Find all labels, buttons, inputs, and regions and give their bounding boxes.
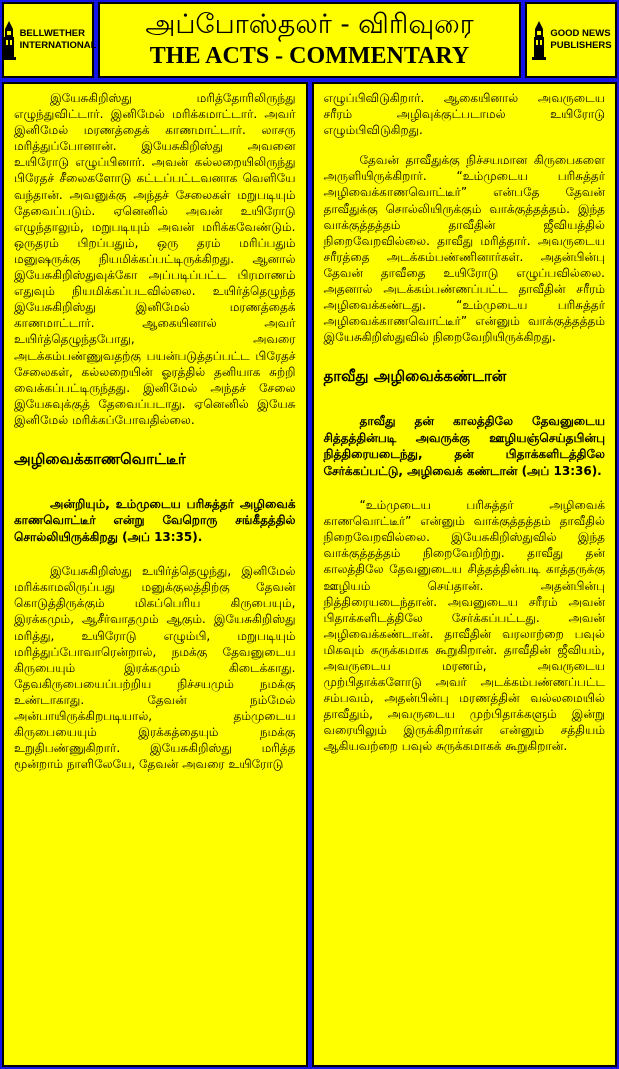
logo-line-2: INTERNATIONAL: [19, 40, 97, 51]
scripture-quote: தாவீது தன் காலத்திலே தேவனுடைய சித்தத்தின்படி அவருக்கு ஊழியஞ்செய்தபின்பு நித்திரையடைந்து, தன் பிதாக்களிடத்திலே சேர்க்கப்பட்டு, அழிவைக் கண்டான் (அப் 13:36).: [323, 414, 605, 478]
bell-tower-icon: [0, 20, 18, 60]
left-column: [2, 82, 308, 1067]
title-english: THE ACTS - COMMENTARY: [149, 43, 470, 69]
paragraph: தேவன் தாவீதுக்கு நிச்சயமான கிருபைகளை அருளியிருக்கிறார். “உம்முடைய பரிசுத்தர் அழிவைக்காணவொட்டீர்” என்பதே தேவன் தாவீதுக்கு சொல்லியிருக்கும் வாக்குத்தத்தம். இந்த வாக்குத்தத்தம் தாவீதின் ஜீவியத்தில் நிறைவேறவில்லை. தாவீது மரித்தார். அவருடைய சரீரத்தை அடக்கம்பண்ணினார்கள். அதன்பின்பு தேவன் தாவீதை உயிரோடு எழுப்பவில்லை. அதனால் அடக்கம்பண்ணப்பட்ட தாவீதின் சரீரம் அழிவைக்கண்டது. “உம்முடைய பரிசுத்தர் அழிவைக்காணவொட்டீர்” என்னும் வாக்குத்தத்தம் இயேசுகிறிஸ்துவில் நிறைவேறியிருக்கிறது.: [323, 153, 605, 345]
title-box: [98, 2, 521, 78]
scripture-quote: அன்றியும், உம்முடைய பரிசுத்தர் அழிவைக் காணவொட்டீர் என்று வேறொரு சங்கீதத்தில் சொல்லியிருக்கிறது (அப் 13:35).: [14, 496, 296, 544]
right-column: [312, 82, 618, 1067]
section-heading: தாவீது அழிவைக்கண்டான்: [323, 367, 507, 386]
bell-tower-icon: [530, 20, 548, 60]
good-news-logo: [525, 2, 617, 78]
paragraph: இயேசுகிறிஸ்து உயிர்த்தெழுந்து, இனிமேல் மரிக்காமலிருப்பது மனுக்குலத்திற்கு தேவன் கொடுத்திருக்கும் மிகப்பெரிய கிருபையும், இரக்கமும், ஆசீர்வாதமும் ஆகும். இயேசுகிறிஸ்து மரித்து, உயிரோடு எழும்பி, மறுபடியும் மரித்துப்போவாரென்றால், நமக்கு தேவனுடைய கிருபையும் இரக்கமும் கிடைக்காது. தேவகிருபையைப்பற்றிய நிச்சயமும் நமக்கு உண்டாகாது. தேவன் நம்மேல் அன்பாயிருக்கிறபடியால், தம்முடைய கிருபையையும் இரக்கத்தையும் நமக்கு உறுதிபண்ணுகிறார். இயேசுகிறிஸ்து மரித்த மூன்றாம் நாளிலேயே, தேவன் அவரை உயிரோடு: [14, 564, 296, 772]
logo-line-1: GOOD NEWS: [550, 28, 611, 39]
paragraph: இயேசுகிறிஸ்து மரித்தோரிலிருந்து எழுந்துவிட்டார். இனிமேல் மரிக்கமாட்டார். அவர் இனிமேல் மரணத்தைக் காணமாட்டார். லாசரு மரித்துப்போனான். இயேசுகிறிஸ்து அவனை உயிரோடு எழுப்பினார். அவன் கல்லறையிலிருந்து பிரேதச் சீலைகளோடு கட்டப்பட்டவனாக வெளியே வந்தான். அவனுக்கு அந்தச் சேலைகள் மறுபடியும் தேவைப்படும். ஏனெனில் அவன் உயிரோடு எழுந்தாலும், மறுபடியும் அவன் மரிக்கவேண்டும். ஒருதரம் பிறப்பதும், ஒரு தரம் மரிப்பதும் மனுஷருக்கு நியமிக்கப்பட்டிருக்கிறது. ஆனால் இயேசுகிறிஸ்துவுக்கோ அப்படிப்பட்ட பிரமாணம் எதுவும் நியமிக்கப்படவில்லை. உயிர்த்தெழுந்த இயேசுகிறிஸ்து இனிமேல் மரணத்தைக் காணமாட்டார். ஆகையினால் அவர் உயிர்த்தெழுந்தபோது, அவரை அடக்கம்பண்ணுவதற்கு பயன்படுத்தப்பட்ட பிரேதச் சேலைகள், கல்லறையின் ஓரத்தில் தனியாக சுற்றி வைக்கப்பட்டிருந்தது. இனிமேல் அந்தச் சேலை இயேசுவுக்குத் தேவைப்படாது. ஏனெனில் இயேசு இனிமேல் மரிக்கப்போவதில்லை.: [14, 91, 296, 427]
header: [2, 2, 617, 78]
bellwether-logo: [2, 2, 97, 78]
bellwether-logo-text: [20, 28, 97, 52]
good-news-logo-text: [550, 28, 611, 52]
logo-line-2: PUBLISHERS: [550, 40, 612, 51]
logo-line-1: BELLWETHER: [19, 28, 86, 39]
paragraph: எழுப்பிவிடுகிறார். ஆகையினால் அவருடைய சரீரம் அழிவுக்குட்படாமல் உயிரோடு எழும்பிவிடுகிறது.: [323, 91, 605, 138]
section-heading: அழிவைக்காணவொட்டீர்: [14, 449, 186, 468]
paragraph: “உம்முடைய பரிசுத்தர் அழிவைக் காணவொட்டீர்” என்னும் வாக்குத்தத்தம் தாவீதில் நிறைவேறவில்லை. இயேசுகிறிஸ்துவில் இந்த வாக்குத்தத்தம் நிறைவேறிற்று. தாவீது தன் காலத்திலே தேவனுடைய சித்தத்தின்படி காத்தருக்கு ஊழியம் செய்தான். அதன்பின்பு நித்திரையடைந்தான். அவனுடைய சரீரம் அவன் பிதாக்களிடத்திலே சேர்க்கப்பட்டது. அவன் அழிவைக்கண்டான். தாவீதின் வரலாற்றை பவுல் மிகவும் சுருக்கமாக கூறுகிறான். தாவீதின் ஜீவியம், அவருடைய மரணம், அவருடைய முற்பிதாக்களோடு அவர் அடக்கம்பண்ணப்பட்ட சம்பவம், அதன்பின்பு மரணத்தின் வல்லமையில் தாவீதும், அவருடைய முற்பிதாக்களும் இன்று வரையிலும் இருக்கிறார்கள் என்னும் சத்தியம் ஆகியவற்றை பவுல் சுருக்கமாகக் கூறுகிறான்.: [323, 498, 605, 754]
title-tamil: அப்போஸ்தலர் - விரிவுரை: [145, 9, 474, 40]
content-columns: [2, 82, 617, 1067]
